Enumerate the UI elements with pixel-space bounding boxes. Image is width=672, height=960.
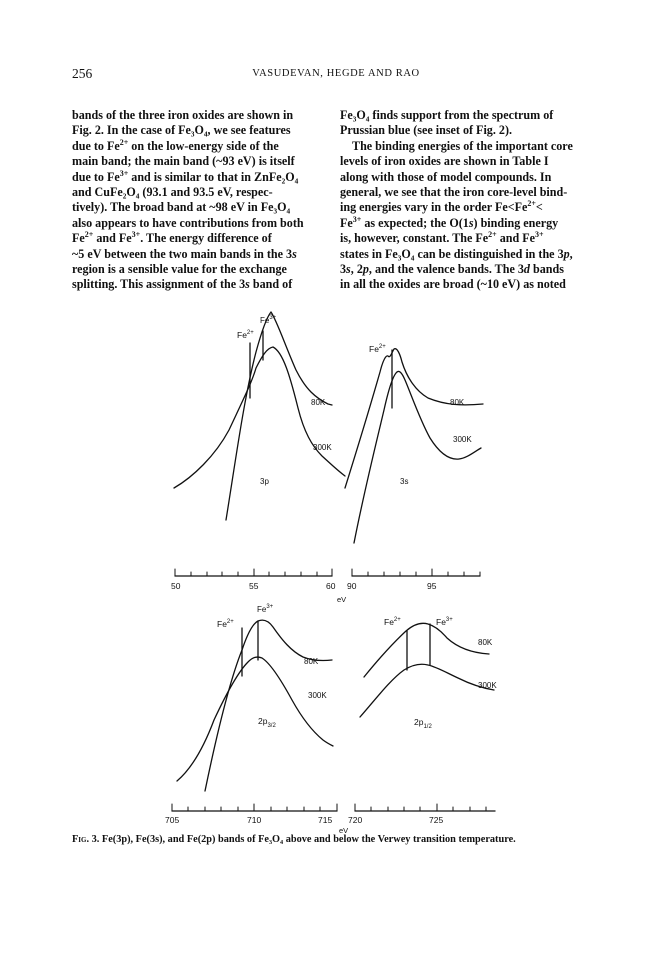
temp-80k-label: 80K — [304, 657, 319, 666]
band-3p-label: 3p — [260, 477, 269, 486]
figure-number: Fig. 3. — [72, 834, 100, 845]
tick-725: 725 — [429, 815, 444, 825]
text-line: Prussian blue (see inset of Fig. 2). — [340, 123, 512, 138]
text-line: ing energies vary in the order $Fe<Fe^{2+}<$ — [340, 199, 543, 215]
band-2p32-label: $2p_{3/2}$ — [258, 716, 276, 729]
tick-55: 55 — [249, 581, 259, 591]
temp-300k-label: 300K — [453, 435, 472, 444]
curve-300k — [177, 657, 333, 781]
text-line: due to $Fe^{3+}$ and is similar to that in ZnFe₂O₄ — [72, 168, 299, 184]
text-line: levels of iron oxides are shown in Table I — [340, 154, 549, 169]
text-line: and CuFe₂O₄ (93.1 and 93.5 eV, respec- — [72, 185, 273, 200]
fe2-label: $Fe^{2+}$ — [237, 330, 254, 340]
text-line: along with those of model compounds. In — [340, 169, 552, 184]
text-line: splitting. This assignment of the 3s band of — [72, 277, 293, 292]
text-line: in all the oxides are broad (~10 eV) as noted — [340, 277, 566, 292]
tick-720: 720 — [348, 815, 363, 825]
text-line: general, we see that the iron core-level bind- — [340, 185, 568, 200]
curve-80k — [364, 623, 489, 677]
text-line: 3s, 2p, and the valence bands. The 3d bands — [340, 262, 564, 277]
text-line: $Fe^{3+}$ as expected; the O(1s) binding energy — [340, 214, 559, 230]
panel-3s — [345, 344, 483, 543]
tick-60: 60 — [326, 581, 336, 591]
panel-3p — [174, 312, 345, 520]
temp-300k-label: 300K — [313, 443, 332, 452]
text-line: $Fe^{2+}$ and $Fe^{3+}$. The energy difference of — [72, 230, 272, 246]
text-line: bands of the three iron oxides are shown in — [72, 108, 294, 122]
temp-300k-label: 300K — [308, 691, 327, 700]
tick-95: 95 — [427, 581, 437, 591]
tick-705: 705 — [165, 815, 180, 825]
band-2p12-label: $2p_{1/2}$ — [414, 717, 432, 730]
temp-80k-label: 80K — [311, 398, 326, 407]
axis-top — [171, 569, 480, 604]
page-number: 256 — [72, 66, 93, 81]
temp-80k-label: 80K — [450, 398, 465, 407]
curve-80k — [345, 349, 483, 488]
text-line: tively). The broad band at ~98 eV in Fe₃O₄ — [72, 200, 291, 215]
fe3-label: $Fe^{3+}$ — [436, 617, 453, 627]
text-line: states in Fe₃O₄ can be distinguished in the 3p, — [340, 246, 573, 261]
axis-unit: eV — [337, 595, 347, 604]
text-line: ~5 eV between the two main bands in the 3s — [72, 246, 297, 261]
tick-710: 710 — [247, 815, 262, 825]
temp-80k-label: 80K — [478, 638, 493, 647]
curve-300k — [174, 347, 345, 488]
fe3-label: $Fe^{3+}$ — [260, 315, 277, 325]
panel-2p32 — [177, 604, 333, 791]
band-3s-label: 3s — [400, 477, 409, 486]
text-line: main band; the main band (~93 eV) is itself — [72, 154, 295, 169]
fe2-label: $Fe^{2+}$ — [369, 344, 386, 354]
text-line: Fig. 2. In the case of Fe₃O₄, we see features — [72, 123, 291, 138]
tick-90: 90 — [347, 581, 357, 591]
curve-80k — [205, 620, 332, 791]
curve-300k — [360, 664, 494, 717]
text-line: also appears to have contributions from both — [72, 215, 304, 230]
axis-bottom — [165, 804, 495, 835]
tick-50: 50 — [171, 581, 181, 591]
panel-2p12 — [360, 617, 497, 730]
curve-80k — [226, 312, 332, 520]
fe3-label: $Fe^{3+}$ — [257, 604, 274, 614]
figure-caption — [72, 833, 600, 847]
tick-715: 715 — [318, 815, 333, 825]
text-line: is, however, constant. The $Fe^{2+}$ and $Fe^{3+}$ — [340, 230, 544, 246]
text-line: Fe₃O₄ finds support from the spectrum of — [340, 108, 554, 122]
text-line: region is a sensible value for the exchange — [72, 262, 287, 277]
fe2-label: $Fe^{2+}$ — [217, 619, 234, 629]
text-line: The binding energies of the important core — [352, 138, 573, 153]
axis-unit: eV — [339, 826, 349, 835]
caption-text: Fe(3p), Fe(3s), and Fe(2p) bands of Fe₃O₄ above and below the Verwey transition temperature. — [99, 834, 516, 845]
fe2-label: $Fe^{2+}$ — [384, 617, 401, 627]
temp-300k-label: 300K — [478, 681, 497, 690]
running-head: VASUDEVAN, HEGDE AND RAO — [252, 68, 420, 79]
text-line: due to $Fe^{2+}$ on the low-energy side of the — [72, 137, 279, 153]
